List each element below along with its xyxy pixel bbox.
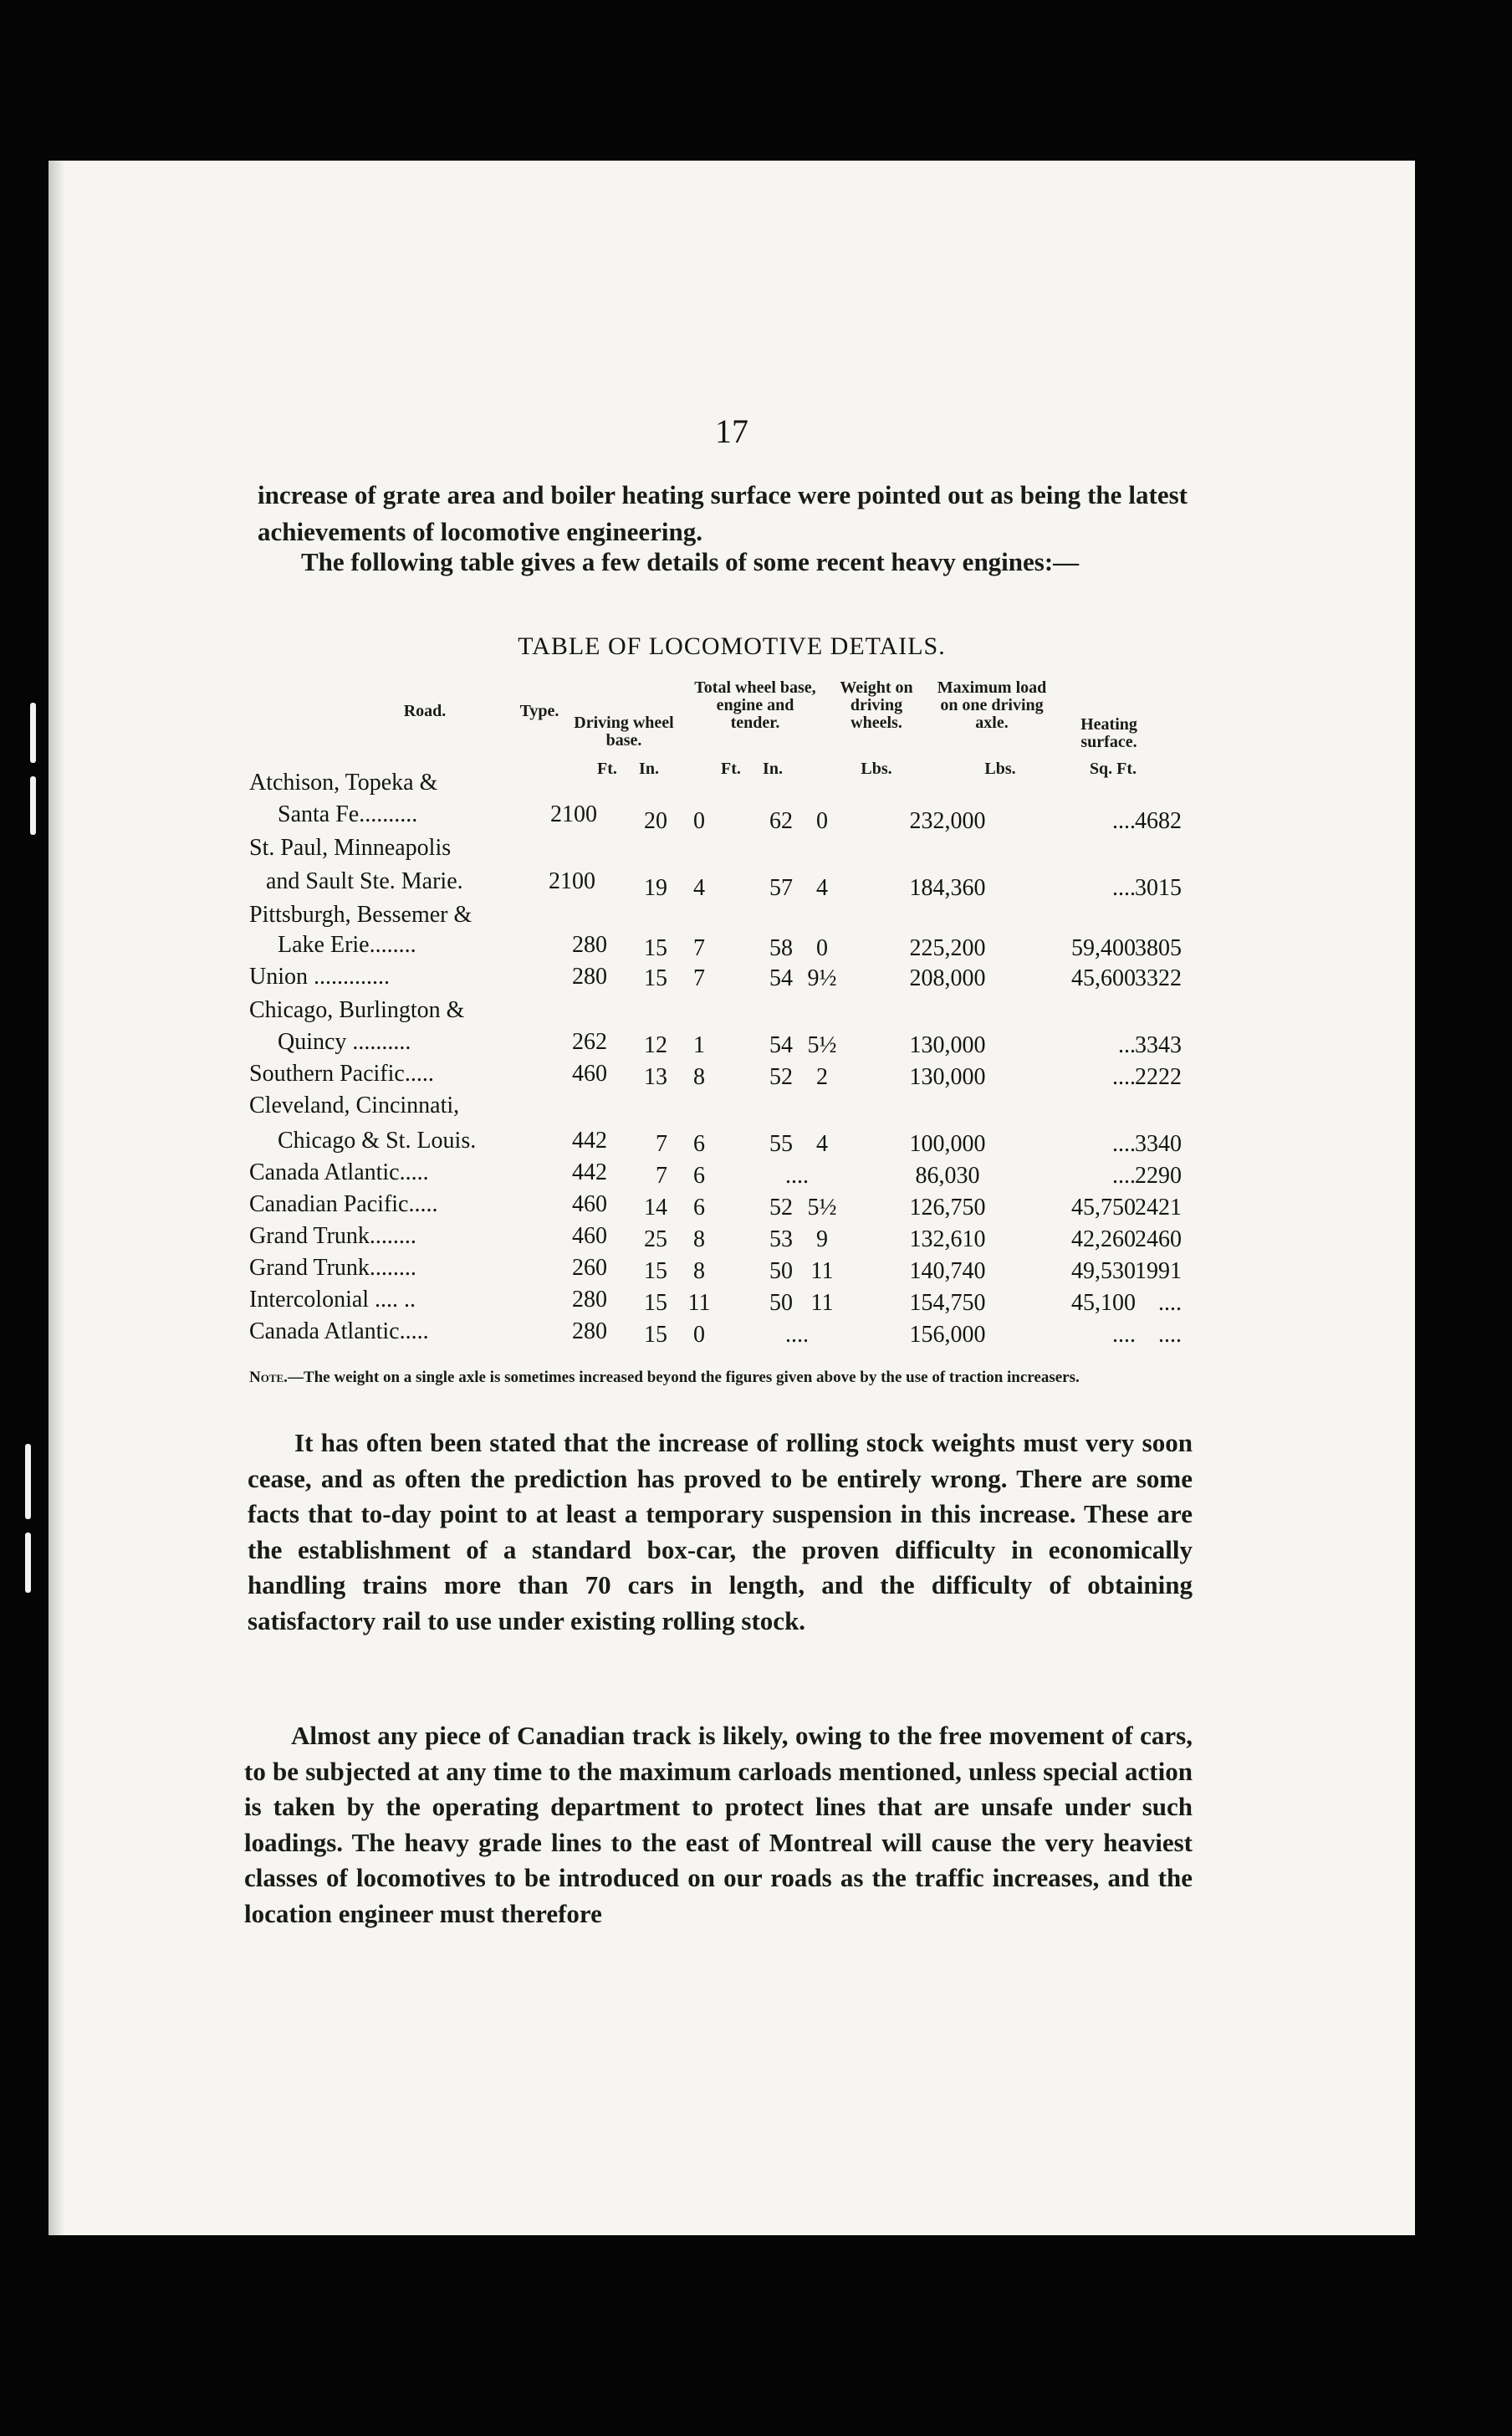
row-heating: ....	[1158, 1322, 1182, 1348]
row-total-in: 0	[816, 935, 828, 961]
row-type: 2100	[549, 868, 595, 894]
row-total-ft: 58	[769, 935, 793, 961]
binding-mark	[25, 1533, 31, 1593]
row-max-load: ....	[1112, 1163, 1136, 1189]
row-driving-ft: 14	[644, 1195, 667, 1221]
row-total-in: 2	[816, 1064, 828, 1090]
row-type: 2100	[550, 801, 597, 827]
row-total-in: 11	[810, 1258, 834, 1284]
row-total-in: 4	[816, 875, 828, 901]
row-total-in: 0	[816, 808, 828, 834]
row-total-in: 4	[816, 1131, 828, 1157]
row-heating: 3322	[1135, 965, 1182, 991]
row-road-line1: Canadian Pacific.....	[249, 1191, 438, 1217]
row-max-load: ...	[1118, 1032, 1136, 1058]
row-weight: 225,200	[909, 935, 986, 961]
row-road-line1: St. Paul, Minneapolis	[249, 835, 452, 861]
row-road-line1: Cleveland, Cincinnati,	[249, 1093, 460, 1118]
row-road-line1: Chicago, Burlington &	[249, 997, 465, 1023]
row-weight: 130,000	[909, 1064, 986, 1090]
row-max-load: 42,260	[1071, 1226, 1136, 1252]
paragraph-rolling-stock: It has often been stated that the increase of rolling stock weights must very soon cease, and as often the prediction has proved to be entirely wrong. There are some facts that to-day point to at least a temporary suspension in this increase. These are the establishment of a standard box-car, the proven difficulty in economically handling trains more than 70 cars in length, and the difficulty of obtaining satisfactory rail to use under existing rolling stock.	[248, 1428, 1193, 1635]
row-driving-ft: 19	[644, 875, 667, 901]
row-weight: 156,000	[909, 1322, 986, 1348]
header-road: Road.	[403, 702, 447, 720]
unit-driving-in: In.	[639, 760, 659, 778]
row-type: 280	[572, 1287, 607, 1313]
note-label: Note.	[249, 1369, 288, 1386]
row-total-in: ....	[785, 1163, 809, 1189]
row-max-load: ....	[1112, 875, 1136, 901]
book-page	[49, 161, 1415, 2235]
table-title: TABLE OF LOCOMOTIVE DETAILS.	[518, 632, 946, 660]
row-road-line1: Canada Atlantic.....	[249, 1318, 429, 1344]
row-total-ft: 50	[769, 1290, 793, 1316]
row-heating: 2222	[1135, 1064, 1182, 1090]
row-driving-in: 0	[693, 808, 705, 834]
header-weight-on-driving-wheels: Weight on driving wheels.	[840, 678, 913, 732]
row-driving-in: 6	[693, 1163, 705, 1189]
row-driving-in: 0	[693, 1322, 705, 1348]
row-driving-in: 6	[693, 1195, 705, 1221]
row-weight: 132,610	[909, 1226, 986, 1252]
row-max-load: ....	[1112, 808, 1136, 834]
row-type: 280	[572, 964, 607, 990]
row-driving-in: 8	[693, 1258, 705, 1284]
row-heating: 4682	[1135, 808, 1182, 834]
row-total-in: ....	[785, 1322, 809, 1348]
intro-paragraph: increase of grate area and boiler heating surface were pointed out as being the latest achievements of locomotive engineering.	[258, 480, 1188, 546]
row-heating: 3343	[1135, 1032, 1182, 1058]
row-driving-ft: 15	[644, 1322, 667, 1348]
row-total-ft: 57	[769, 875, 793, 901]
paragraph-canadian-track: Almost any piece of Canadian track is likely, owing to the free movement of cars, to be subjected at any time to the maximum carloads mentioned, unless special action is taken by the operating department to protect lines that are unsafe under such loadings. The heavy grade lines to the east of Montreal will cause the very heaviest classes of locomotives to be introduced on our roads as the traffic increases, and the location engineer must therefore	[244, 1721, 1193, 1928]
row-total-in: 5½	[807, 1032, 837, 1058]
row-driving-ft: 13	[644, 1064, 667, 1090]
row-max-load: ....	[1112, 1131, 1136, 1157]
header-driving-wheel-base: Driving wheel base.	[574, 714, 674, 750]
following-paragraph: The following table gives a few details of some recent heavy engines:—	[301, 547, 1080, 576]
row-driving-in: 6	[693, 1131, 705, 1157]
row-driving-ft: 15	[644, 1290, 667, 1316]
row-total-ft: 54	[769, 965, 793, 991]
row-road-line1: Southern Pacific.....	[249, 1061, 434, 1087]
row-road-line1: Grand Trunk........	[249, 1223, 416, 1249]
row-road-line2: Santa Fe..........	[278, 801, 418, 827]
row-max-load: 45,600	[1071, 965, 1136, 991]
row-driving-in: 8	[693, 1226, 705, 1252]
unit-driving-ft: Ft.	[597, 760, 617, 778]
row-heating: ....	[1158, 1290, 1182, 1316]
row-weight: 154,750	[909, 1290, 986, 1316]
row-total-ft: 53	[769, 1226, 793, 1252]
row-driving-ft: 25	[644, 1226, 667, 1252]
row-total-in: 9½	[807, 965, 837, 991]
row-weight: 126,750	[909, 1195, 986, 1221]
header-maximum-load: Maximum load on one driving axle.	[937, 678, 1047, 732]
row-driving-ft: 12	[644, 1032, 667, 1058]
row-total-ft: 52	[769, 1064, 793, 1090]
header-type: Type.	[519, 702, 559, 720]
row-weight: 184,360	[909, 875, 986, 901]
row-weight: 208,000	[909, 965, 986, 991]
row-driving-in: 7	[693, 935, 705, 961]
row-total-in: 5½	[807, 1195, 837, 1221]
unit-total-ft: Ft.	[721, 760, 741, 778]
row-driving-ft: 15	[644, 935, 667, 961]
row-weight: 232,000	[909, 808, 986, 834]
row-weight: 100,000	[909, 1131, 986, 1157]
row-total-ft: 55	[769, 1131, 793, 1157]
row-heating: 2421	[1135, 1195, 1182, 1221]
row-driving-in: 4	[693, 875, 705, 901]
row-road-line2: and Sault Ste. Marie.	[266, 868, 463, 894]
row-road-line2: Lake Erie........	[278, 932, 416, 958]
row-total-in: 9	[816, 1226, 828, 1252]
unit-total-in: In.	[763, 760, 783, 778]
row-max-load: 45,750	[1071, 1195, 1136, 1221]
row-driving-ft: 15	[644, 1258, 667, 1284]
row-type: 280	[572, 932, 607, 958]
unit-weight: Lbs.	[861, 760, 892, 778]
row-total-ft: 54	[769, 1032, 793, 1058]
row-road-line2: Chicago & St. Louis.	[278, 1128, 477, 1154]
row-road-line1: Union .............	[249, 964, 390, 990]
row-heating: 2460	[1135, 1226, 1182, 1252]
page-gutter-shadow	[49, 161, 65, 2235]
row-driving-in: 1	[693, 1032, 705, 1058]
row-total-ft: 50	[769, 1258, 793, 1284]
row-type: 442	[572, 1159, 607, 1185]
row-type: 280	[572, 1318, 607, 1344]
row-driving-in: 8	[693, 1064, 705, 1090]
row-weight: 130,000	[909, 1032, 986, 1058]
row-max-load: 45,100	[1071, 1290, 1136, 1316]
row-driving-in: 7	[693, 965, 705, 991]
row-heating: 3805	[1135, 935, 1182, 961]
row-heating: 3015	[1135, 875, 1182, 901]
row-driving-ft: 7	[656, 1131, 667, 1157]
row-heating: 3340	[1135, 1131, 1182, 1157]
unit-maxload: Lbs.	[984, 760, 1016, 778]
row-heating: 2290	[1135, 1163, 1182, 1189]
row-driving-ft: 20	[644, 808, 667, 834]
row-road-line1: Canada Atlantic.....	[249, 1159, 429, 1185]
page-number: 17	[715, 412, 748, 450]
row-driving-ft: 15	[644, 965, 667, 991]
row-type: 460	[572, 1191, 607, 1217]
row-road-line1: Intercolonial .... ..	[249, 1287, 416, 1313]
row-type: 262	[572, 1029, 607, 1055]
row-type: 460	[572, 1061, 607, 1087]
row-max-load: 59,400	[1071, 935, 1136, 961]
header-total-wheel-base: Total wheel base, engine and tender.	[694, 678, 816, 732]
table-note	[249, 1369, 1194, 1387]
row-heating: 1991	[1135, 1258, 1182, 1284]
row-weight: 140,740	[909, 1258, 986, 1284]
binding-mark	[30, 776, 36, 835]
row-type: 260	[572, 1255, 607, 1281]
row-total-in: 11	[810, 1290, 834, 1316]
row-total-ft: 62	[769, 808, 793, 834]
row-driving-in: 11	[687, 1290, 711, 1316]
header-heating-surface: Heating surface.	[1080, 715, 1137, 751]
row-max-load: ....	[1112, 1064, 1136, 1090]
row-total-ft: 52	[769, 1195, 793, 1221]
row-max-load: 49,530	[1071, 1258, 1136, 1284]
row-road-line1: Pittsburgh, Bessemer &	[249, 902, 472, 928]
row-driving-ft: 7	[656, 1163, 667, 1189]
row-road-line2: Quincy ..........	[278, 1029, 411, 1055]
binding-mark	[30, 703, 36, 763]
unit-heating: Sq. Ft.	[1089, 760, 1137, 778]
row-road-line1: Grand Trunk........	[249, 1255, 416, 1281]
row-max-load: ....	[1112, 1322, 1136, 1348]
note-text: —The weight on a single axle is sometimes increased beyond the figures given above by the use of traction increasers.	[287, 1369, 1080, 1386]
row-type: 442	[572, 1128, 607, 1154]
row-road-line1: Atchison, Topeka &	[249, 770, 438, 796]
binding-mark	[25, 1444, 31, 1519]
row-type: 460	[572, 1223, 607, 1249]
row-weight: 86,030	[915, 1163, 980, 1189]
